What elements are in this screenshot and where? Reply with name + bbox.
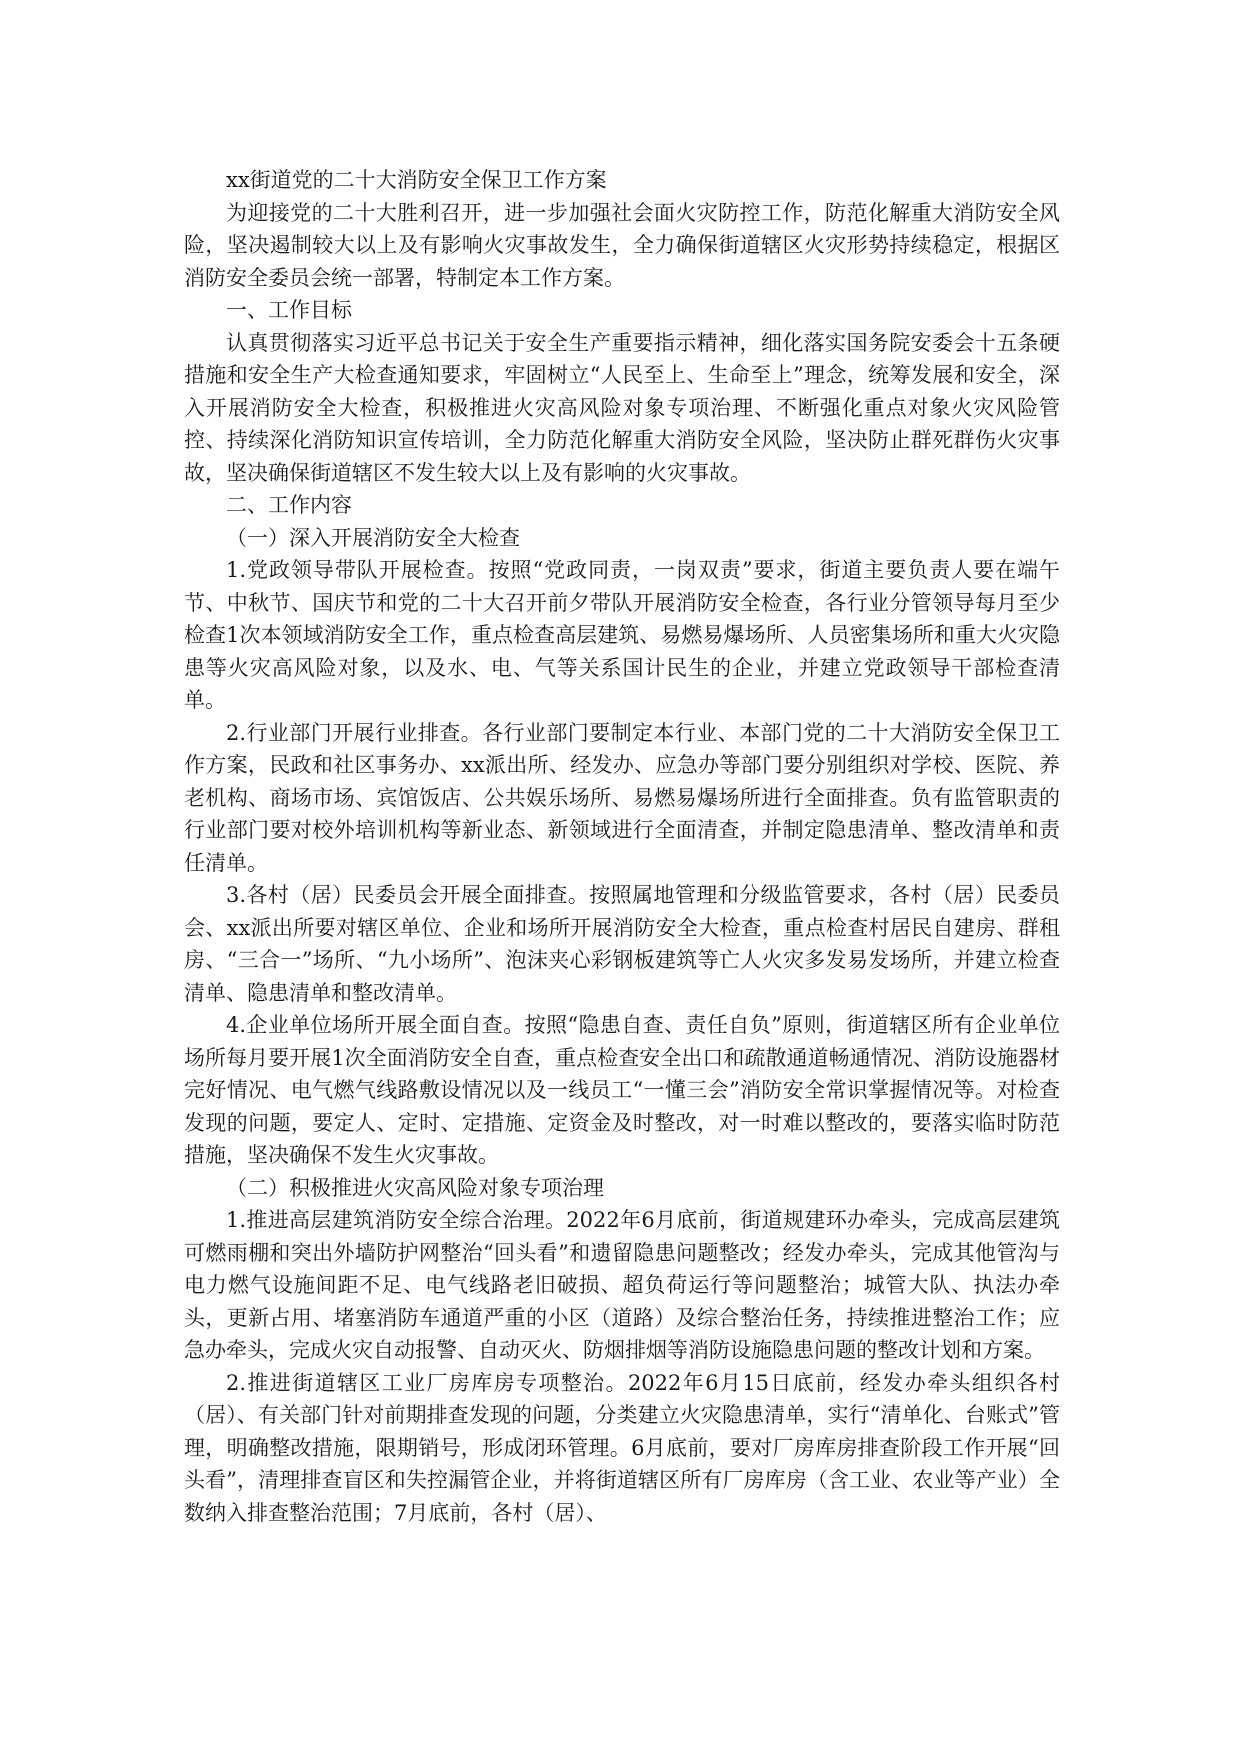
section-heading-content: 二、工作内容 <box>226 493 352 517</box>
document-title: xx街道党的二十大消防安全保卫工作方案 <box>226 168 607 192</box>
subsection-heading-governance: （二）积极推进火灾高风险对象专项治理 <box>226 1175 604 1200</box>
inspection-item-2: 2.行业部门开展行业排查。各行业部门要制定本行业、本部门党的二十大消防安全保卫工作方案，民政和社区事务办、xx派出所、经发办、应急办等部门要分别组织对学校、医院、养老机构、商场市场、宾馆饭店、公共娱乐场所、易燃易爆场所进行全面排查。负有监管职责的行业部门要对校外培训机构等新业态、新领域进行全面清查，并制定隐患清单、整改清单和责任清单。 <box>184 720 1060 875</box>
document-body <box>184 164 1060 1529</box>
governance-item-2: 2.推进街道辖区工业厂房库房专项整治。2022年6月15日底前，经发办牵头组织各村（居）、有关部门针对前期排查发现的问题，分类建立火灾隐患清单，实行“清单化、台账式”管理，明确整改措施，限期销号，形成闭环管理。6月底前，要对厂房库房排查阶段工作开展“回头看”，清理排查盲区和失控漏管企业，并将街道辖区所有厂房库房（含工业、农业等产业）全数纳入排查整治范围；7月底前，各村（居）、 <box>184 1370 1060 1525</box>
subsection-heading-inspection: （一）深入开展消防安全大检查 <box>226 525 520 550</box>
inspection-item-3: 3.各村（居）民委员会开展全面排查。按照属地管理和分级监管要求，各村（居）民委员会、xx派出所要对辖区单位、企业和场所开展消防安全大检查，重点检查村居民自建房、群租房、“三合一”场所、“九小场所”、泡沫夹心彩钢板建筑等亡人火灾多发易发场所，并建立检查清单、隐患清单和整改清单。 <box>184 883 1060 1005</box>
inspection-item-4: 4.企业单位场所开展全面自查。按照“隐患自查、责任自负”原则，街道辖区所有企业单位场所每月要开展1次全面消防安全自查，重点检查安全出口和疏散通道畅通情况、消防设施器材完好情况、电气燃气线路敷设情况以及一线员工“一懂三会”消防安全常识掌握情况等。对检查发现的问题，要定人、定时、定措施、定资金及时整改，对一时难以整改的，要落实临时防范措施，坚决确保不发生火灾事故。 <box>184 1013 1060 1167</box>
intro-paragraph: 为迎接党的二十大胜利召开，进一步加强社会面火灾防控工作，防范化解重大消防安全风险，坚决遏制较大以上及有影响火灾事故发生，全力确保街道辖区火灾形势持续稳定，根据区消防安全委员会统一部署，特制定本工作方案。 <box>184 200 1060 290</box>
governance-item-1: 1.推进高层建筑消防安全综合治理。2022年6月底前，街道规建环办牵头，完成高层建筑可燃雨棚和突出外墙防护网整治“回头看”和遗留隐患问题整改；经发办牵头，完成其他管沟与电力燃气设施间距不足、电气线路老旧破损、超负荷运行等问题整治；城管大队、执法办牵头，更新占用、堵塞消防车通道严重的小区（道路）及综合整治任务，持续推进整治工作；应急办牵头，完成火灾自动报警、自动灭火、防烟排烟等消防设施隐患问题的整改计划和方案。 <box>184 1208 1060 1362</box>
inspection-item-1: 1.党政领导带队开展检查。按照“党政同责，一岗双责”要求，街道主要负责人要在端午节、中秋节、国庆节和党的二十大召开前夕带队开展消防安全检查，各行业分管领导每月至少检查1次本领域消防安全工作，重点检查高层建筑、易燃易爆场所、人员密集场所和重大火灾隐患等火灾高风险对象，以及水、电、气等关系国计民生的企业，并建立党政领导干部检查清单。 <box>184 558 1060 712</box>
goals-paragraph: 认真贯彻落实习近平总书记关于安全生产重要指示精神，细化落实国务院安委会十五条硬措施和安全生产大检查通知要求，牢固树立“人民至上、生命至上”理念，统筹发展和安全，深入开展消防安全大检查，积极推进火灾高风险对象专项治理、不断强化重点对象火灾风险管控、持续深化消防知识宣传培训，全力防范化解重大消防安全风险，坚决防止群死群伤火灾事故，坚决确保街道辖区不发生较大以上及有影响的火灾事故。 <box>184 330 1060 485</box>
section-heading-goals: 一、工作目标 <box>226 298 352 322</box>
